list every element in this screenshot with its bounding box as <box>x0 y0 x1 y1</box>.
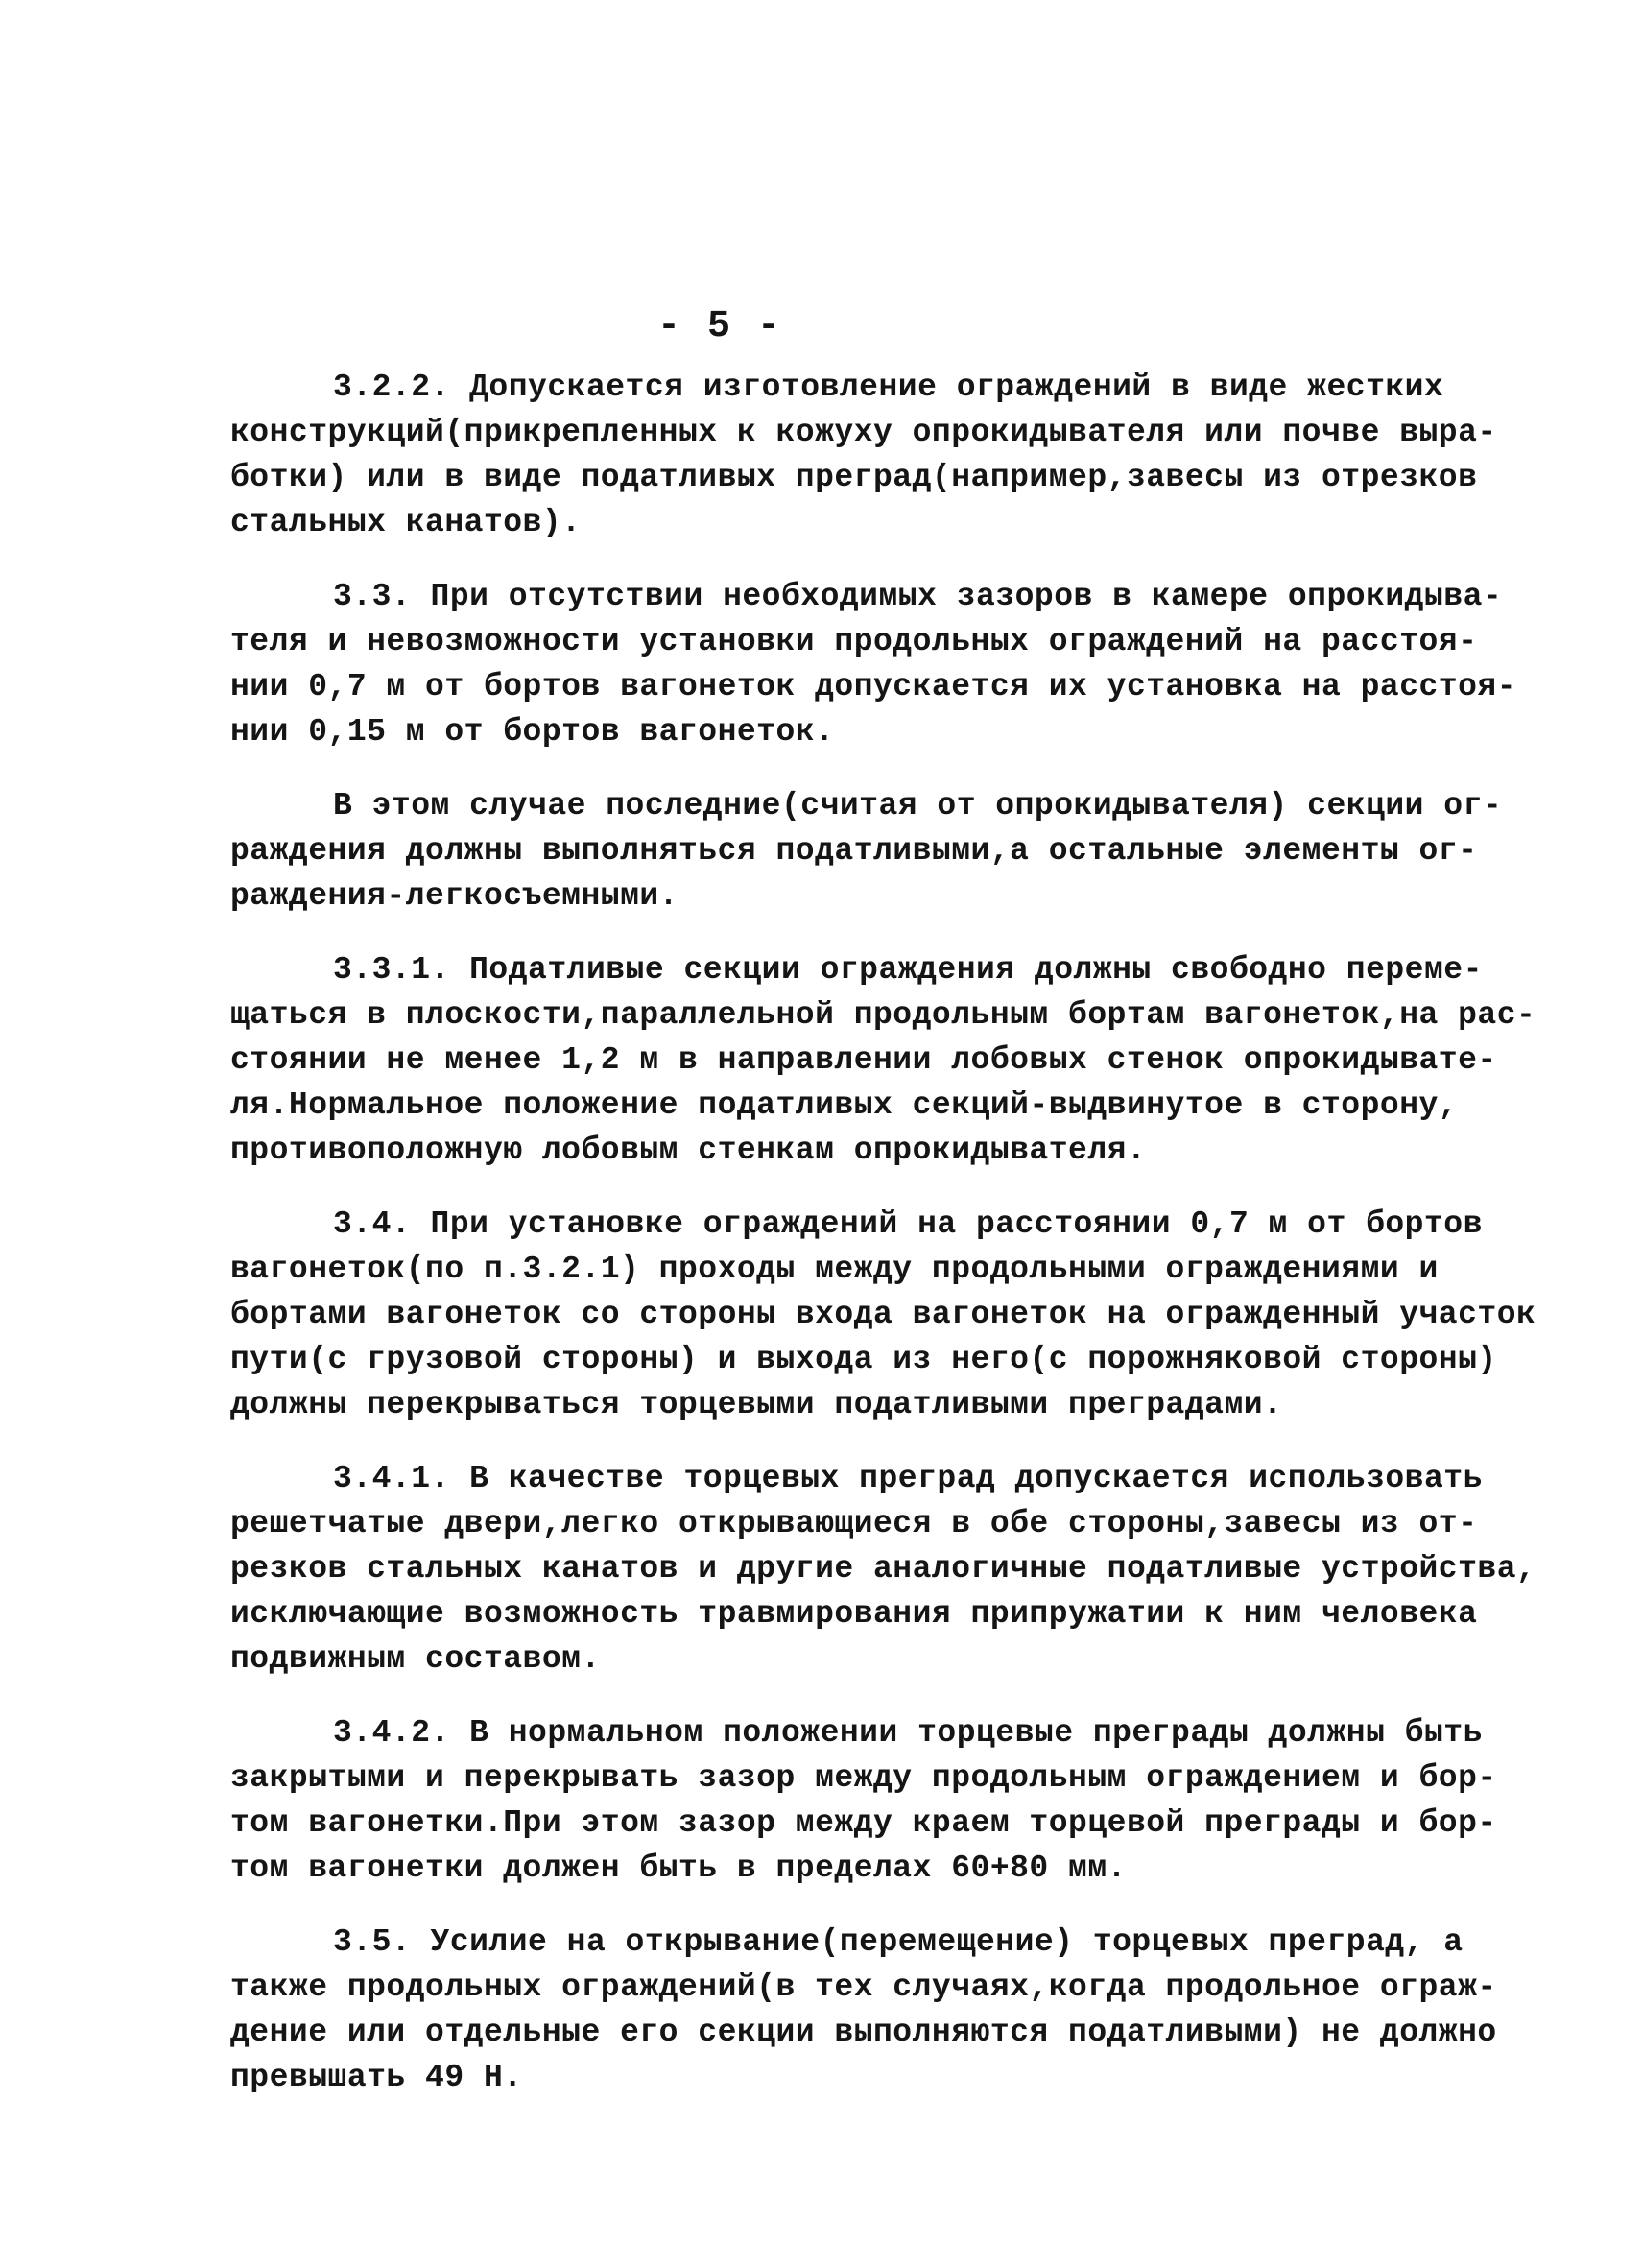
paragraph-3-2-2 <box>230 365 1497 545</box>
text-line: 3.3.1. Податливые секции ограждения должны свободно переме- <box>333 952 1483 988</box>
text-line: бортами вагонеток со стороны входа вагонеток на огражденный участок <box>230 1297 1536 1332</box>
text-line: превышать 49 Н. <box>230 2060 523 2095</box>
text-line: пути(с грузовой стороны) и выхода из него(с порожняковой стороны) <box>230 1342 1497 1377</box>
text-line: вагонеток(по п.3.2.1) проходы между продольными ограждениями и <box>230 1252 1439 1287</box>
text-line: резков стальных канатов и другие аналогичные податливые устройства, <box>230 1551 1536 1587</box>
text-line: решетчатые двери,легко открывающиеся в обе стороны,завесы из от- <box>230 1506 1478 1541</box>
text-line: ботки) или в виде податливых преград(например,завесы из отрезков <box>230 460 1478 495</box>
paragraph-3-4-1 <box>230 1456 1536 1682</box>
text-line: 3.3. При отсутствии необходимых зазоров в камере опрокидыва- <box>333 579 1503 614</box>
text-line: 3.4.2. В нормальном положении торцевые преграды должны быть <box>333 1715 1483 1751</box>
document-body <box>230 365 1536 2129</box>
text-line: подвижным составом. <box>230 1641 601 1677</box>
text-line: конструкций(прикрепленных к кожуху опрокидывателя или почве выра- <box>230 415 1497 450</box>
text-line: 3.5. Усилие на открывание(перемещение) торцевых преград, а <box>333 1924 1464 1960</box>
text-line: 3.4. При установке ограждений на расстоянии 0,7 м от бортов <box>333 1206 1483 1242</box>
text-line: также продольных ограждений(в тех случаях,когда продольное ограж- <box>230 1970 1497 2005</box>
text-line: нии 0,7 м от бортов вагонеток допускается их установка на расстоя- <box>230 669 1517 704</box>
text-line: стальных канатов). <box>230 505 582 540</box>
paragraph-3-4 <box>230 1202 1536 1427</box>
text-line: щаться в плоскости,параллельной продольным бортам вагонеток,на рас- <box>230 997 1536 1033</box>
text-line: раждения-легкосъемными. <box>230 878 679 914</box>
text-line: 3.2.2. Допускается изготовление ограждений в виде жестких <box>333 370 1444 405</box>
text-line: противоположную лобовым стенкам опрокидывателя. <box>230 1133 1147 1168</box>
text-line: исключающие возможность травмирования припрyжатии к ним человека <box>230 1596 1478 1632</box>
text-line: том вагонетки должен быть в пределах 60+80 мм. <box>230 1850 1127 1886</box>
text-line: ля.Нормальное положение податливых секций-выдвинутое в сторону, <box>230 1087 1459 1123</box>
paragraph-3-3-1 <box>230 947 1536 1173</box>
text-line: теля и невозможности установки продольных ограждений на расстоя- <box>230 624 1478 659</box>
paragraph-3-4-2 <box>230 1710 1497 1891</box>
text-line: закрытыми и перекрывать зазор между продольным ограждением и бор- <box>230 1760 1497 1796</box>
paragraph-3-3-continued <box>230 783 1503 919</box>
text-line: дение или отдельные его секции выполняются податливыми) не должно <box>230 2015 1497 2050</box>
text-line: раждения должны выполняться податливыми,а остальные элементы ог- <box>230 833 1478 869</box>
page-number: - 5 - <box>656 305 783 348</box>
text-line: нии 0,15 м от бортов вагонеток. <box>230 714 835 750</box>
paragraph-3-3 <box>230 574 1517 754</box>
text-line: 3.4.1. В качестве торцевых преград допускается использовать <box>333 1461 1483 1496</box>
text-line: стоянии не менее 1,2 м в направлении лобовых стенок опрокидывате- <box>230 1042 1497 1078</box>
text-line: В этом случае последние(считая от опрокидывателя) секции ог- <box>333 788 1503 824</box>
paragraph-3-5 <box>230 1920 1497 2100</box>
text-line: должны перекрываться торцевыми податливыми преградами. <box>230 1387 1283 1422</box>
text-line: том вагонетки.При этом зазор между краем торцевой преграды и бор- <box>230 1805 1497 1841</box>
